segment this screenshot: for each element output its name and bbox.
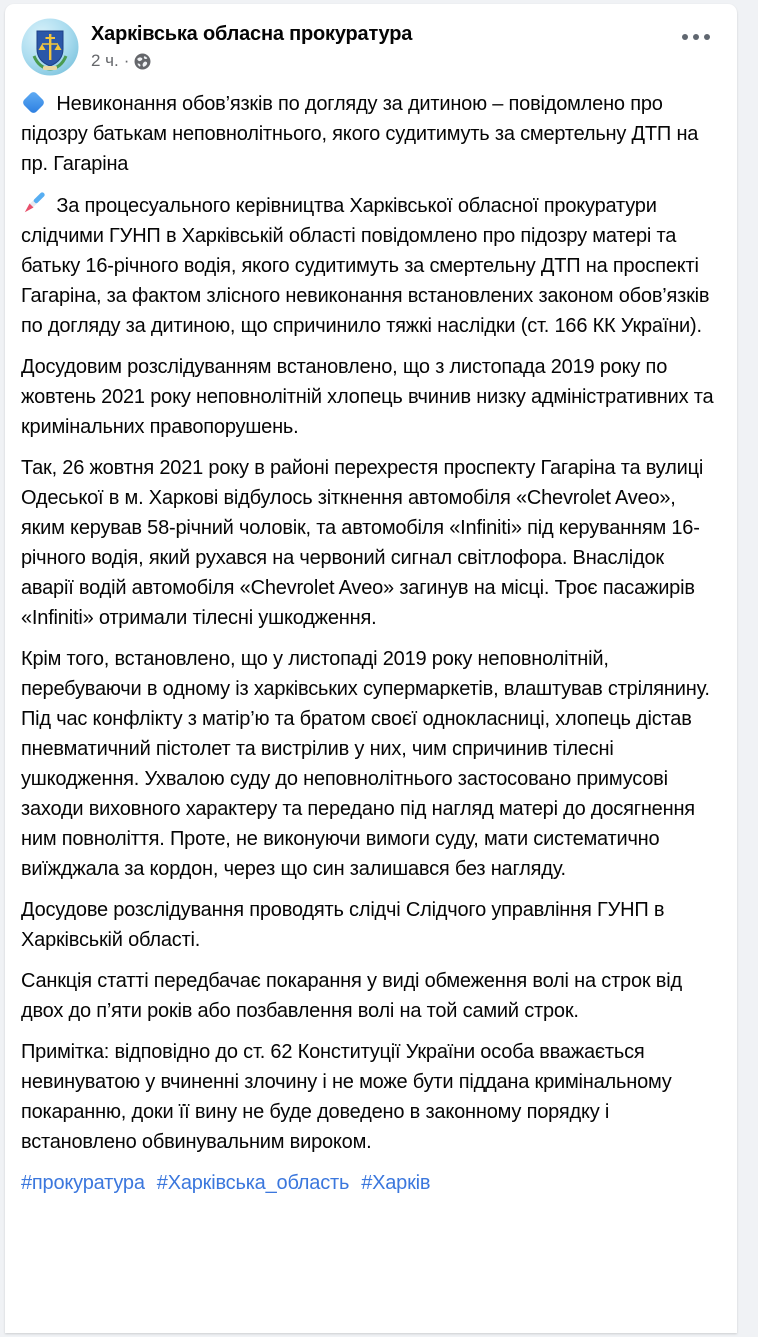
post-options-button[interactable] — [671, 20, 721, 54]
post-paragraph: Примітка: відповідно до ст. 62 Конституції України особа вважається невинуватою у вчиненні злочину і не може бути піддана кримінальному покаранню, доки її вину не буде доведено в законному порядку і встановлено обвинувальним вироком. — [21, 1041, 672, 1153]
post-text — [21, 89, 721, 1198]
prosecutor-emblem-icon — [21, 18, 79, 76]
separator-dot: · — [123, 51, 130, 70]
hashtags-row — [21, 1168, 721, 1198]
post-paragraph: Досудове розслідування проводять слідчі Слідчого управління ГУНП в Харківській області. — [21, 899, 665, 951]
hashtag-link[interactable]: #Харківська_область — [156, 1172, 350, 1194]
post-timestamp[interactable]: 2 ч. — [91, 51, 119, 70]
timestamp-row — [91, 50, 671, 72]
facebook-post-card — [5, 4, 737, 1333]
header-meta — [91, 18, 671, 72]
post-paragraph: Крім того, встановлено, що у листопаді 2019 року неповнолітній, перебуваючи в одному із харківських супермаркетів, влаштував стрілянину. Під час конфлікту з матір’ю та братом своєї однокласниці, хлопець дістав пневматичний пістолет та вистрілив у них, чим спричинив тілесні ушкодження. Ухвалою суду до неповнолітнього застосовано примусові заходи виховного характеру та передано під нагляд матері до досягнення ним повноліття. Проте, не виконуючи вимоги суду, мати систематично виїжджала за кордон, через що син залишався без нагляду. — [21, 648, 710, 880]
post-paragraph: Санкція статті передбачає покарання у виді обмеження волі на строк від двох до п’яти років або позбавлення волі на той самий строк. — [21, 970, 682, 1022]
post-paragraph: Досудовим розслідуванням встановлено, що з листопада 2019 року по жовтень 2021 року неповнолітній хлопець вчинив низку адміністративних та кримінальних правопорушень. — [21, 356, 714, 438]
globe-icon — [134, 53, 151, 70]
post-paragraph: За процесуального керівництва Харківської обласної прокуратури слідчими ГУНП в Харківській області повідомлено про підозру матері та батьку 16-річного водія, якого судитимуть за смертельну ДТП на проспекті Гагаріна, за фактом злісного невиконання встановлених законом обов’язків по догляду за дитиною, що спричинило тяжкі наслідки (ст. 166 КК України). — [21, 190, 721, 341]
page-name-link[interactable]: Харківська обласна прокуратура — [91, 23, 413, 45]
three-dots-icon — [679, 28, 713, 46]
hashtag-link[interactable]: #прокуратура — [21, 1172, 145, 1194]
post-header — [21, 18, 721, 76]
blue-diamond-emoji — [21, 90, 45, 114]
post-paragraph: Невиконання обов’язків по догляду за дитиною – повідомлено про підозру батькам неповнолітнього, якого судитимуть за смертельну ДТП на пр. Гагаріна — [21, 89, 721, 179]
avatar[interactable] — [21, 18, 79, 76]
paintbrush-emoji — [21, 190, 47, 216]
post-paragraph: Так, 26 жовтня 2021 року в районі перехрестя проспекту Гагаріна та вулиці Одеської в м. Харкові відбулось зіткнення автомобіля «Chevrolet Aveo», яким керував 58-річний чоловік, та автомобіля «Infiniti» під керуванням 16-річного водія, який рухався на червоний сигнал світлофора. Внаслідок аварії водій автомобіля «Chevrolet Aveo» загинув на місці. Троє пасажирів «Infiniti» отримали тілесні ушкодження. — [21, 457, 704, 629]
hashtag-link[interactable]: #Харків — [361, 1172, 431, 1194]
